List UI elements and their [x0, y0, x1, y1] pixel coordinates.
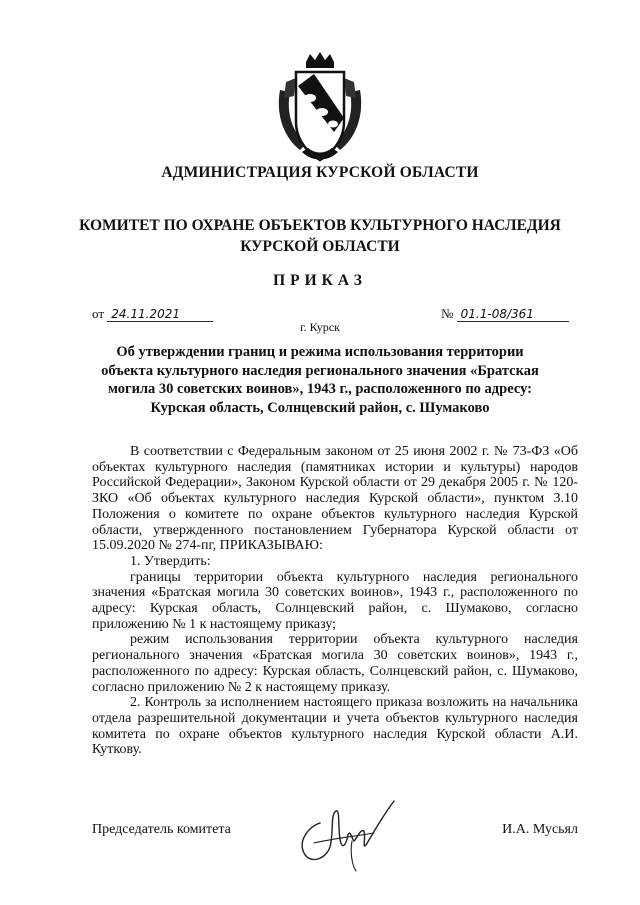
- coat-of-arms-emblem: [272, 52, 368, 164]
- order-title-line-3: могила 30 советских воинов», 1943 г., расположенного по адресу:: [108, 381, 532, 397]
- handwritten-date: 24.11.2021: [107, 307, 213, 322]
- from-label: от: [92, 306, 105, 321]
- order-title-line-2: объекта культурного наследия регионального значения «Братская: [101, 362, 539, 379]
- item-1-paragraph: 1. Утвердить:: [130, 553, 211, 569]
- order-title: [60, 343, 580, 417]
- order-title-line-1: Об утверждении границ и режима использования территории: [116, 344, 524, 360]
- order-number-field: [441, 306, 569, 322]
- document-type-heading: ПРИКАЗ: [273, 272, 367, 289]
- signer-position: Председатель комитета: [92, 822, 231, 837]
- regime-paragraph: режим использования территории объекта культурного наследия регионального значения «Братская могила 30 советских воинов», 1943 г., расположенного по адресу: Курская область, Солнцевский район, с. Шумаково, согласно приложению № 2 к настоящему приказу.: [92, 632, 578, 695]
- signer-name: И.А. Мусьял: [502, 822, 578, 837]
- committee-heading-line-1: КОМИТЕТ ПО ОХРАНЕ ОБЪЕКТОВ КУЛЬТУРНОГО НАСЛЕДИЯ: [79, 217, 561, 234]
- preamble-paragraph: В соответствии с Федеральным законом от 25 июня 2002 г. № 73-ФЗ «Об объектах культурного наследия (памятниках истории и культуры) народов Российской Федерации», Законом Курской области от 29 декабря 2005 г. № 120-ЗКО «Об объектах культурного наследия Курской области», пунктом 3.10 Положения о комитете по охране объектов культурного наследия Курской области, утвержденного постановлением Губернатора Курской области от 15.09.2020 № 274-пг, ПРИКАЗЫВАЮ:: [92, 444, 578, 554]
- item-2-paragraph: 2. Контроль за исполнением настоящего приказа возложить на начальника отдела разрешительной документации и учета объектов культурного наследия комитета по охране объектов культурного наследия Курской области А.И. Куткову.: [92, 695, 578, 758]
- date-field: [92, 306, 213, 322]
- number-label: №: [441, 306, 454, 321]
- committee-heading: [60, 215, 580, 257]
- handwritten-signature: [290, 793, 402, 877]
- city-label: г. Курск: [300, 320, 340, 334]
- order-title-line-4: Курская область, Солнцевский район, с. Шумаково: [150, 399, 490, 416]
- administration-heading: АДМИНИСТРАЦИЯ КУРСКОЙ ОБЛАСТИ: [161, 164, 479, 181]
- order-body: [92, 444, 578, 758]
- boundaries-paragraph: границы территории объекта культурного наследия регионального значения «Братская могила 30 советских воинов», 1943 г., расположенного по адресу: Курская область, Солнцевский район, с. Шумаково, согласно приложению № 1 к настоящему приказу;: [92, 569, 578, 632]
- committee-heading-line-2: КУРСКОЙ ОБЛАСТИ: [240, 238, 400, 255]
- handwritten-number: 01.1-08/361: [457, 307, 569, 322]
